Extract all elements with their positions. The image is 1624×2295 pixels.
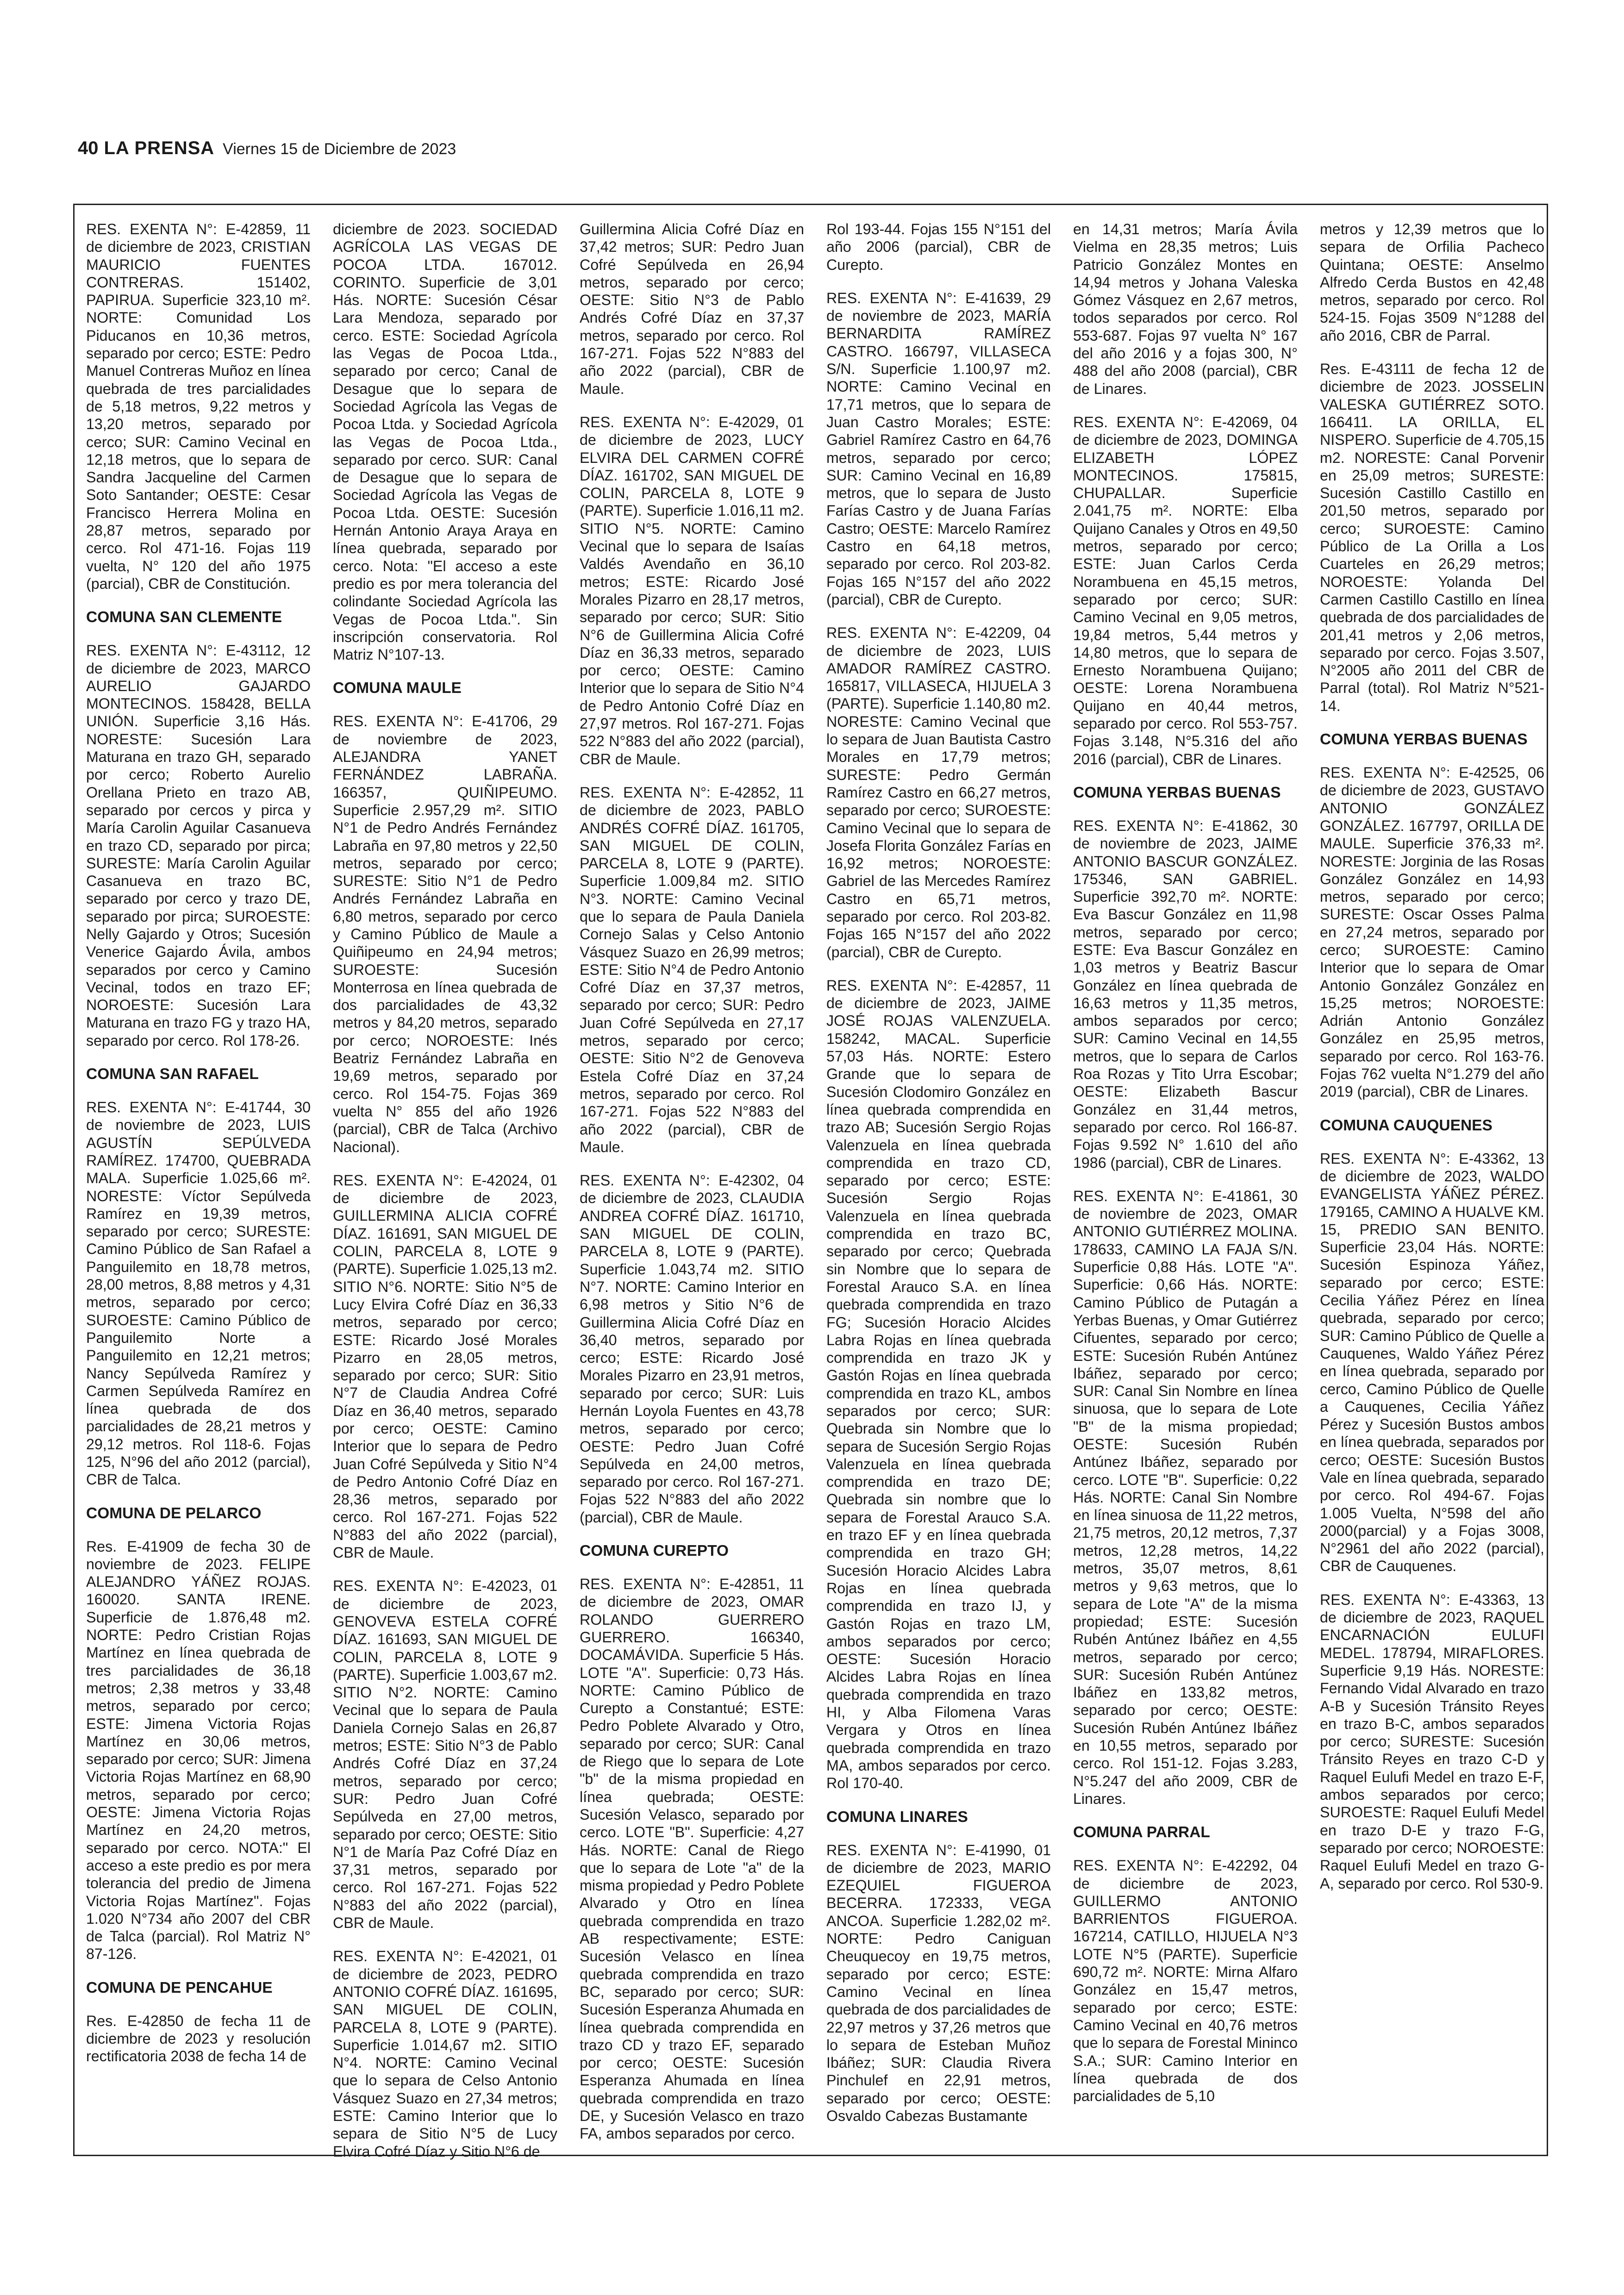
section-heading: COMUNA CUREPTO	[580, 1542, 729, 1560]
legal-notice: RES. EXENTA N°: E-42069, 04 de diciembre de 2023, DOMINGA ELIZABETH LÓPEZ MONTECINOS. 175815, CHUPALLAR. Superficie 2.041,75 m². NORTE: Elba Quijano Canales y Otros en 49,50 metros, separado por cerco; ESTE: Juan Carlos Cerda Norambuena en 45,15 metros, separado por cerco; SUR: Camino Vecinal en 9,05 metros, 19,84 metros, 5,44 metros y 14,80 metros, que lo separa de Ernesto Norambuena Quijano; OESTE: Lorena Norambuena Quijano en 40,44 metros, separado por cerco. Rol 553-757. Fojas 3.148, N°5.316 del año 2016 (parcial), CBR de Linares.	[1073, 413, 1298, 767]
section-heading: COMUNA LINARES	[826, 1808, 968, 1826]
legal-notice: Res. E-41909 de fecha 30 de noviembre de 2023. FELIPE ALEJANDRO YÁÑEZ ROJAS. 160020. SANTA IRENE. Superficie de 1.876,48 m2. NORTE: Pedro Cristian Rojas Martínez en línea quebrada de tres parcialidades de 36,18 metros; 2,38 metros y 33,48 metros, separado por cerco; ESTE: Jimena Victoria Rojas Martínez en 30,06 metros, separado por cerco; SUR: Jimena Victoria Rojas Martínez en 68,90 metros, separado por cerco; OESTE: Jimena Victoria Rojas Martínez en 24,20 metros, separado por cerco. NOTA:" El acceso a este predio es por mera tolerancia del predio de Jimena Victoria Rojas Martínez". Fojas 1.020 N°734 año 2007 del CBR de Talca (parcial). Rol Matriz N° 87-126.	[86, 1538, 311, 1963]
legal-notice: RES. EXENTA N°: E-42029, 01 de diciembre de 2023, LUCY ELVIRA DEL CARMEN COFRÉ DÍAZ. 161702, SAN MIGUEL DE COLIN, PARCELA 8, LOTE 9 (PARTE). Superficie 1.016,11 m2. SITIO N°5. NORTE: Camino Vecinal que lo separa de Isaías Valdés Avendaño en 36,10 metros; ESTE: Ricardo José Morales Pizarro en 28,17 metros, separado por cerco; SUR: Sitio N°6 de Guillermina Alicia Cofré Díaz en 36,33 metros, separado por cerco; OESTE: Camino Interior que lo separa de Sitio N°4 de Pedro Antonio Cofré Díaz en 27,97 metros. Rol 167-271. Fojas 522 N°883 del año 2022 (parcial), CBR de Maule.	[580, 413, 804, 767]
column-2	[333, 220, 557, 2160]
section-heading: COMUNA DE PELARCO	[86, 1504, 262, 1522]
column-4	[826, 220, 1051, 2148]
column-6	[1320, 220, 1544, 2148]
legal-notice: Rol 193-44. Fojas 155 N°151 del año 2006 (parcial), CBR de Curepto.	[826, 221, 1051, 273]
section-heading: COMUNA SAN RAFAEL	[86, 1066, 259, 1083]
legal-notice: RES. EXENTA N°: E-41639, 29 de noviembre de 2023, MARÍA BERNARDITA RAMÍREZ CASTRO. 166797, VILLASECA S/N. Superficie 1.100,97 m2. NORTE: Camino Vecinal en 17,71 metros, que lo separa de Juan Castro Morales; ESTE: Gabriel Ramírez Castro en 64,76 metros, separado por cerco; SUR: Camino Vecinal en 16,89 metros, que lo separa de Justo Farías Castro y de Juana Farías Castro; OESTE: Marcelo Ramírez Castro en 64,18 metros, separado por cerco. Rol 203-82. Fojas 165 N°157 del año 2022 (parcial), CBR de Curepto.	[826, 289, 1051, 608]
legal-notice: RES. EXENTA N°: E-42292, 04 de diciembre de 2023, GUILLERMO ANTONIO BARRIENTOS FIGUEROA. 167214, CATILLO, HIJUELA N°3 LOTE N°5 (PARTE). Superficie 690,72 m². NORTE: Mirna Alfaro González en 15,47 metros, separado por cerco; ESTE: Camino Vecinal en 40,76 metros que lo separa de Forestal Mininco S.A.; SUR: Camino Interior en línea quebrada de dos parcialidades de 5,10	[1073, 1857, 1298, 2105]
legal-notice: en 14,31 metros; María Ávila Vielma en 28,35 metros; Luis Patricio González Montes en 14,94 metros y Johana Valeska Gómez Vásquez en 2,67 metros, todos separados por cerco. Rol 553-687. Fojas 97 vuelta N° 167 del año 2016 y a fojas 300, N° 488 del año 2008 (parcial), CBR de Linares.	[1073, 221, 1298, 397]
legal-notice: RES. EXENTA N°: E-42859, 11 de diciembre de 2023, CRISTIAN MAURICIO FUENTES CONTRERAS. 151402, PAPIRUA. Superficie 323,10 m². NORTE: Comunidad Los Piducanos en 10,36 metros, separado por cerco; ESTE: Pedro Manuel Contreras Muñoz en línea quebrada de tres parcialidades de 5,18 metros, 9,22 metros y 13,20 metros, separado por cerco; SUR: Camino Vecinal en 12,18 metros, que lo separa de Sandra Jacqueline del Carmen Soto Santander; OESTE: Cesar Francisco Herrera Molina en 28,87 metros, separado por cerco. Rol 471-16. Fojas 119 vuelta, N° 120 del año 1975 (parcial), CBR de Constitución.	[86, 221, 311, 592]
legal-notice: RES. EXENTA N°: E-41706, 29 de noviembre de 2023, ALEJANDRA YANET FERNÁNDEZ LABRAÑA. 166357, QUIÑIPEUMO. Superficie 2.957,29 m². SITIO N°1 de Pedro Andrés Fernández Labraña en 97,80 metros y 22,50 metros, separado por cerco; SURESTE: Sitio N°1 de Pedro Andrés Fernández Labraña en 6,80 metros, separado por cerco y Camino Público de Maule a Quiñipeumo en 24,94 metros; SUROESTE: Sucesión Monterrosa en línea quebrada de dos parcialidades de 43,32 metros y 84,20 metros, separado por cerco; NOROESTE: Inés Beatriz Fernández Labraña en 19,69 metros, separado por cerco. Rol 154-75. Fojas 369 vuelta N° 855 del año 1926 (parcial), CBR de Talca (Archivo Nacional).	[333, 713, 557, 1155]
legal-notice: RES. EXENTA N°: E-43362, 13 de diciembre de 2023, WALDO EVANGELISTA YÁÑEZ PÉREZ. 179165, CAMINO A HUALVE KM. 15, PREDIO SAN BENITO. Superficie 23,04 Hás. NORTE: Sucesión Espinoza Yáñez, separado por cerco; ESTE: Cecilia Yáñez Pérez en línea quebrada, separado por cerco; SUR: Camino Público de Quelle a Cauquenes, Waldo Yáñez Pérez en línea quebrada, separado por cerco, Camino Público de Quelle a Cauquenes, Cecilia Yáñez Pérez y Sucesión Bustos ambos en línea quebrada, separados por cerco; OESTE: Sucesión Bustos Vale en línea quebrada, separado por cerco. Rol 494-67. Fojas 1.005 Vuelta, N°598 del año 2000(parcial) y a Fojas 3008, N°2961 del año 2022 (parcial), CBR de Cauquenes.	[1320, 1150, 1544, 1575]
legal-notice: RES. EXENTA N°: E-41861, 30 de noviembre de 2023, OMAR ANTONIO GUTIÉRREZ MOLINA. 178633, CAMINO LA FAJA S/N. Superficie 0,88 Hás. LOTE "A". Superficie: 0,66 Hás. NORTE: Camino Público de Putagán a Yerbas Buenas, y Omar Gutiérrez Cifuentes, separado por cerco; ESTE: Sucesión Rubén Antúnez Ibáñez, separado por cerco; SUR: Canal Sin Nombre en línea sinuosa, que lo separa de Lote "B" de la misma propiedad; OESTE: Sucesión Rubén Antúnez Ibáñez, separado por cerco. LOTE "B". Superficie: 0,22 Hás. NORTE: Canal Sin Nombre en línea sinuosa de 11,22 metros, 21,75 metros, 20,12 metros, 7,37 metros, 12,28 metros, 14,22 metros, 35,07 metros, 8,61 metros y 9,63 metros, que lo separa de Lote "A" de la misma propiedad; ESTE: Sucesión Rubén Antúnez Ibáñez en 4,55 metros, separado por cerco; SUR: Sucesión Rubén Antúnez Ibáñez en 133,82 metros, separado por cerco; OESTE: Sucesión Rubén Antúnez Ibáñez en 10,55 metros, separado por cerco. Rol 151-12. Fojas 3.283, N°5.247 del año 2009, CBR de Linares.	[1073, 1187, 1298, 1807]
column-1	[86, 220, 311, 2148]
legal-notice: RES. EXENTA N°: E-42021, 01 de diciembre de 2023, PEDRO ANTONIO COFRÉ DÍAZ. 161695, SAN MIGUEL DE COLIN, PARCELA 8, LOTE 9 (PARTE). Superficie 1.014,67 m2. SITIO N°4. NORTE: Camino Vecinal que lo separa de Celso Antonio Vásquez Suazo en 27,34 metros; ESTE: Camino Interior que lo separa de Sitio N°5 de Lucy Elvira Cofré Díaz y Sitio N°6 de	[333, 1948, 557, 2160]
legal-notice: RES. EXENTA N°: E-42209, 04 de diciembre de 2023, LUIS AMADOR RAMÍREZ CASTRO. 165817, VILLASECA, HIJUELA 3 (PARTE). Superficie 1.140,80 m2. NORESTE: Camino Vecinal que lo separa de Juan Bautista Castro Morales en 17,79 metros; SURESTE: Pedro Germán Ramírez Castro en 66,27 metros, separado por cerco; SUROESTE: Camino Vecinal que lo separa de Josefa Florita González Farías en 16,92 metros; NOROESTE: Gabriel de las Mercedes Ramírez Castro en 65,71 metros, separado por cerco. Rol 203-82. Fojas 165 N°157 del año 2022 (parcial), CBR de Curepto.	[826, 624, 1051, 960]
legal-notice: RES. EXENTA N°: E-43363, 13 de diciembre de 2023, RAQUEL ENCARNACIÓN EULUFI MEDEL. 178794, MIRAFLORES. Superficie 9,19 Hás. NORESTE: Fernando Vidal Alvarado en trazo A-B y Sucesión Tránsito Reyes en trazo B-C, ambos separados por cerco; SURESTE: Sucesión Tránsito Reyes en trazo C-D y Raquel Eulufi Medel en trazo E-F, ambos separados por cerco; SUROESTE: Raquel Eulufi Medel en trazo D-E y trazo F-G, separado por cerco; NOROESTE: Raquel Eulufi Medel en trazo G-A, separado por cerco. Rol 530-9.	[1320, 1591, 1544, 1892]
legal-notice: Guillermina Alicia Cofré Díaz en 37,42 metros; SUR: Pedro Juan Cofré Sepúlveda en 26,94 metros, separado por cerco; OESTE: Sitio N°3 de Pablo Andrés Cofré Díaz en 37,37 metros, separado por cerco. Rol 167-271. Fojas 522 N°883 del año 2022 (parcial), CBR de Maule.	[580, 221, 804, 397]
legal-notice: RES. EXENTA N°: E-41990, 01 de diciembre de 2023, MARIO EZEQUIEL FIGUEROA BECERRA. 172333, VEGA ANCOA. Superficie 1.282,02 m². NORTE: Pedro Caniguan Cheuquecoy en 19,75 metros, separado por cerco; ESTE: Camino Vecinal en línea quebrada de dos parcialidades de 22,97 metros y 37,26 metros que lo separa de Esteban Muñoz Ibáñez; SUR: Claudia Rivera Pinchulef en 22,91 metros, separado por cerco; OESTE: Osvaldo Cabezas Bustamante	[826, 1841, 1051, 2124]
legal-notice: RES. EXENTA N°: E-42024, 01 de diciembre de 2023, GUILLERMINA ALICIA COFRÉ DÍAZ. 161691, SAN MIGUEL DE COLIN, PARCELA 8, LOTE 9 (PARTE). Superficie 1.025,13 m2. SITIO N°6. NORTE: Sitio N°5 de Lucy Elvira Cofré Díaz en 36,33 metros, separado por cerco; ESTE: Ricardo José Morales Pizarro en 28,05 metros, separado por cerco; SUR: Sitio N°7 de Claudia Andrea Cofré Díaz en 36,40 metros, separado por cerco; OESTE: Camino Interior que lo separa de Pedro Juan Cofré Sepúlveda y Sitio N°4 de Pedro Antonio Cofré Díaz en 28,36 metros, separado por cerco. Rol 167-271. Fojas 522 N°883 del año 2022 (parcial), CBR de Maule.	[333, 1172, 557, 1561]
section-heading: COMUNA MAULE	[333, 680, 462, 697]
column-3	[580, 220, 804, 2148]
section-heading: COMUNA CAUQUENES	[1320, 1116, 1493, 1134]
legal-notice: metros y 12,39 metros que lo separa de Orfilia Pacheco Quintana; OESTE: Anselmo Alfredo Cerda Bustos en 42,48 metros, separado por cerco. Rol 524-15. Fojas 3509 N°1288 del año 2016, CBR de Parral.	[1320, 221, 1544, 344]
section-heading: COMUNA PARRAL	[1073, 1824, 1210, 1841]
legal-notice: RES. EXENTA N°: E-41862, 30 de noviembre de 2023, JAIME ANTONIO BASCUR GONZÁLEZ. 175346, SAN GABRIEL. Superficie 392,70 m². NORTE: Eva Bascur González en 11,98 metros, separado por cerco; ESTE: Eva Bascur González en 1,03 metros y Beatriz Bascur González en línea quebrada de 16,63 metros y 11,35 metros, ambos separados por cerco; SUR: Camino Vecinal en 14,55 metros, que lo separa de Carlos Roa Rozas y Tito Urra Escobar; OESTE: Elizabeth Bascur González en 31,44 metros, separado por cerco. Rol 166-87. Fojas 9.592 N° 1.610 del año 1986 (parcial), CBR de Linares.	[1073, 817, 1298, 1171]
legal-notice: RES. EXENTA N°: E-41744, 30 de noviembre de 2023, LUIS AGUSTÍN SEPÚLVEDA RAMÍREZ. 174700, QUEBRADA MALA. Superficie 1.025,66 m². NORESTE: Víctor Sepúlveda Ramírez en 19,39 metros, separado por cerco; SURESTE: Camino Público de San Rafael a Panguilemito en 18,78 metros, 28,00 metros, 8,88 metros y 4,31 metros, separado por cerco; SUROESTE: Camino Público de Panguilemito Norte a Panguilemito en 12,21 metros; Nancy Sepúlveda Ramírez y Carmen Sepúlveda Ramírez en línea quebrada de dos parcialidades de 28,21 metros y 29,12 metros. Rol 118-6. Fojas 125, N°96 del año 2012 (parcial), CBR de Talca.	[86, 1099, 311, 1488]
section-heading: COMUNA YERBAS BUENAS	[1320, 731, 1528, 748]
legal-notice: RES. EXENTA N°: E-42851, 11 de diciembre de 2023, OMAR ROLANDO GUERRERO GUERRERO. 166340, DOCAMÁVIDA. Superficie 5 Hás. LOTE "A". Superficie: 0,73 Hás. NORTE: Camino Público de Curepto a Constantué; ESTE: Pedro Poblete Alvarado y Otro, separado por cerco; SUR: Canal de Riego que lo separa de Lote "b" de la misma propiedad en línea quebrada; OESTE: Sucesión Velasco, separado por cerco. LOTE "B". Superficie: 4,27 Hás. NORTE: Canal de Riego que lo separa de Lote "a" de la misma propiedad y Pedro Poblete Alvarado y Otro en línea quebrada comprendida en trazo AB respectivamente; ESTE: Sucesión Velasco en línea quebrada comprendida en trazo BC, separado por cerco; SUR: Sucesión Esperanza Ahumada en línea quebrada comprendida en trazo CD y trazo EF, separado por cerco; OESTE: Sucesión Esperanza Ahumada en línea quebrada comprendida en trazo DE, y Sucesión Velasco en trazo FA, ambos separados por cerco.	[580, 1576, 804, 2142]
legal-notice: RES. EXENTA N°: E-43112, 12 de diciembre de 2023, MARCO AURELIO GAJARDO MONTECINOS. 158428, BELLA UNIÓN. Superficie 3,16 Hás. NORESTE: Sucesión Lara Maturana en trazo GH, separado por cerco; Roberto Aurelio Orellana Prieto en trazo AB, separado por cercos y pirca y María Carolin Aguilar Casanueva en trazo CD, separado por pirca; SURESTE: María Carolin Aguilar Casanueva en trazo BC, separado por cerco y trazo DE, separado por pirca; SUROESTE: Nelly Gajardo y Otros; Sucesión Venerice Gajardo Ávila, ambos separados por cerco y Camino Vecinal, todos en trazo EF; NOROESTE: Sucesión Lara Maturana en trazo FG y trazo HA, separado por cerco. Rol 178-26.	[86, 642, 311, 1049]
section-heading: COMUNA YERBAS BUENAS	[1073, 784, 1281, 801]
legal-notice: RES. EXENTA N°: E-42852, 11 de diciembre de 2023, PABLO ANDRÉS COFRÉ DÍAZ. 161705, SAN MIGUEL DE COLIN, PARCELA 8, LOTE 9 (PARTE). Superficie 1.009,84 m2. SITIO N°3. NORTE: Camino Vecinal que lo separa de Paula Daniela Cornejo Salas y Celso Antonio Vásquez Suazo en 26,99 metros; ESTE: Sitio N°4 de Pedro Antonio Cofré Díaz en 37,37 metros, separado por cerco; SUR: Pedro Juan Cofré Sepúlveda en 27,17 metros, separado por cerco; OESTE: Sitio N°2 de Genoveva Estela Cofré Díaz en 37,24 metros, separado por cerco. Rol 167-271. Fojas 522 N°883 del año 2022 (parcial), CBR de Maule.	[580, 784, 804, 1155]
legal-notice: RES. EXENTA N°: E-42023, 01 de diciembre de 2023, GENOVEVA ESTELA COFRÉ DÍAZ. 161693, SAN MIGUEL DE COLIN, PARCELA 8, LOTE 9 (PARTE). Superficie 1.003,67 m2. SITIO N°2. NORTE: Camino Vecinal que lo separa de Paula Daniela Cornejo Salas en 26,87 metros; ESTE: Sitio N°3 de Pablo Andrés Cofré Díaz en 37,24 metros, separado por cerco; SUR: Pedro Juan Cofré Sepúlveda en 27,00 metros, separado por cerco; OESTE: Sitio N°1 de María Paz Cofré Díaz en 37,31 metros, separado por cerco. Rol 167-271. Fojas 522 N°883 del año 2022 (parcial), CBR de Maule.	[333, 1578, 557, 1932]
publication-name: LA PRENSA	[104, 138, 215, 158]
legal-notice: Res. E-43111 de fecha 12 de diciembre de 2023. JOSSELIN VALESKA GUTIÉRREZ SOTO. 166411. LA ORILLA, EL NISPERO. Superficie de 4.705,15 m2. NORESTE: Canal Porvenir en 25,09 metros; SURESTE: Sucesión Castillo Castillo en 201,50 metros, separado por cerco; SUROESTE: Camino Público de La Orilla a Los Cuarteles en 26,29 metros; NOROESTE: Yolanda Del Carmen Castillo Castillo en línea quebrada de dos parcialidades de 201,41 metros y 2,06 metros, separado por cerco. Fojas 3.507, N°2005 año 2011 del CBR de Parral (total). Rol Matriz N°521-14.	[1320, 361, 1544, 714]
legal-notice: RES. EXENTA N°: E-42302, 04 de diciembre de 2023, CLAUDIA ANDREA COFRÉ DÍAZ. 161710, SAN MIGUEL DE COLIN, PARCELA 8, LOTE 9 (PARTE). Superficie 1.043,74 m2. SITIO N°7. NORTE: Camino Interior en 6,98 metros y Sitio N°6 de Guillermina Alicia Cofré Díaz en 36,40 metros, separado por cerco; ESTE: Ricardo José Morales Pizarro en 23,91 metros, separado por cerco; SUR: Luis Hernán Loyola Fuentes en 43,78 metros, separado por cerco; OESTE: Pedro Juan Cofré Sepúlveda en 24,00 metros, separado por cerco. Rol 167-271. Fojas 522 N°883 del año 2022 (parcial), CBR de Maule.	[580, 1172, 804, 1526]
section-heading: COMUNA DE PENCAHUE	[86, 1979, 273, 1996]
notice-columns	[86, 220, 1544, 2160]
section-heading: COMUNA SAN CLEMENTE	[86, 609, 282, 626]
legal-notice: RES. EXENTA N°: E-42857, 11 de diciembre de 2023, JAIME JOSÉ ROJAS VALENZUELA. 158242, MACAL. Superficie 57,03 Hás. NORTE: Estero Grande que lo separa de Sucesión Clodomiro González en línea quebrada comprendida en trazo AB; Sucesión Sergio Rojas Valenzuela en línea quebrada comprendida en trazo CD, separado por cerco; ESTE: Sucesión Sergio Rojas Valenzuela en línea quebrada comprendida en trazo BC, separado por cerco; Quebrada sin Nombre que lo separa de Forestal Arauco S.A. en línea quebrada comprendida en trazo FG; Sucesión Horacio Alcides Labra Rojas en línea quebrada comprendida en trazo JK y Gastón Rojas en línea quebrada comprendida en trazo KL, ambos separados por cerco; SUR: Quebrada sin Nombre que lo separa de Sucesión Sergio Rojas Valenzuela en línea quebrada comprendida en trazo DE; Quebrada sin nombre que lo separa de Forestal Arauco S.A. en trazo EF y en línea quebrada comprendida en trazo GH; Sucesión Horacio Alcides Labra Rojas en línea quebrada comprendida en trazo IJ, y Gastón Rojas en trazo LM, ambos separados por cerco; OESTE: Sucesión Horacio Alcides Labra Rojas en línea quebrada comprendida en trazo HI, y Alba Filomena Varas Vergara y Otros en línea quebrada comprendida en trazo MA, ambos separados por cerco. Rol 170-40.	[826, 977, 1051, 1792]
page-number: 40	[78, 138, 99, 158]
page-header	[78, 138, 456, 166]
issue-date: Viernes 15 de Diciembre de 2023	[223, 140, 456, 158]
legal-notice: Res. E-42850 de fecha 11 de diciembre de 2023 y resolución rectificatoria 2038 de fecha 14 de	[86, 2012, 311, 2065]
legal-notice: diciembre de 2023. SOCIEDAD AGRÍCOLA LAS VEGAS DE POCOA LTDA. 167012. CORINTO. Superficie de 3,01 Hás. NORTE: Sucesión César Lara Mendoza, separado por cerco. ESTE: Sociedad Agrícola las Vegas de Pocoa Ltda., separado por cerco; Canal de Desague que lo separa de Sociedad Agrícola las Vegas de Pocoa Ltda. y Sociedad Agrícola las Vegas de Pocoa Ltda., separado por cerco. SUR: Canal de Desague que lo separa de Sociedad Agrícola las Vegas de Pocoa Ltda. OESTE: Sucesión Hernán Antonio Araya Araya en línea quebrada, separado por cerco. Nota: "El acceso a este predio es por mera tolerancia del colindante Sociedad Agrícola las Vegas de Pocoa Ltda.". Sin inscripción conservatoria. Rol Matriz N°107-13.	[333, 221, 557, 663]
column-5	[1073, 220, 1298, 2148]
legal-notice: RES. EXENTA N°: E-42525, 06 de diciembre de 2023, GUSTAVO ANTONIO GONZÁLEZ GONZÁLEZ. 167797, ORILLA DE MAULE. Superficie 376,33 m². NORESTE: Jorginia de las Rosas González González en 14,93 metros, separado por cerco; SURESTE: Oscar Osses Palma en 27,24 metros, separado por cerco; SUROESTE: Camino Interior que lo separa de Omar Antonio González González en 15,25 metros; NOROESTE: Adrián Antonio González González en 25,95 metros, separado por cerco. Rol 163-76. Fojas 762 vuelta N°1.279 del año 2019 (parcial), CBR de Linares.	[1320, 764, 1544, 1100]
